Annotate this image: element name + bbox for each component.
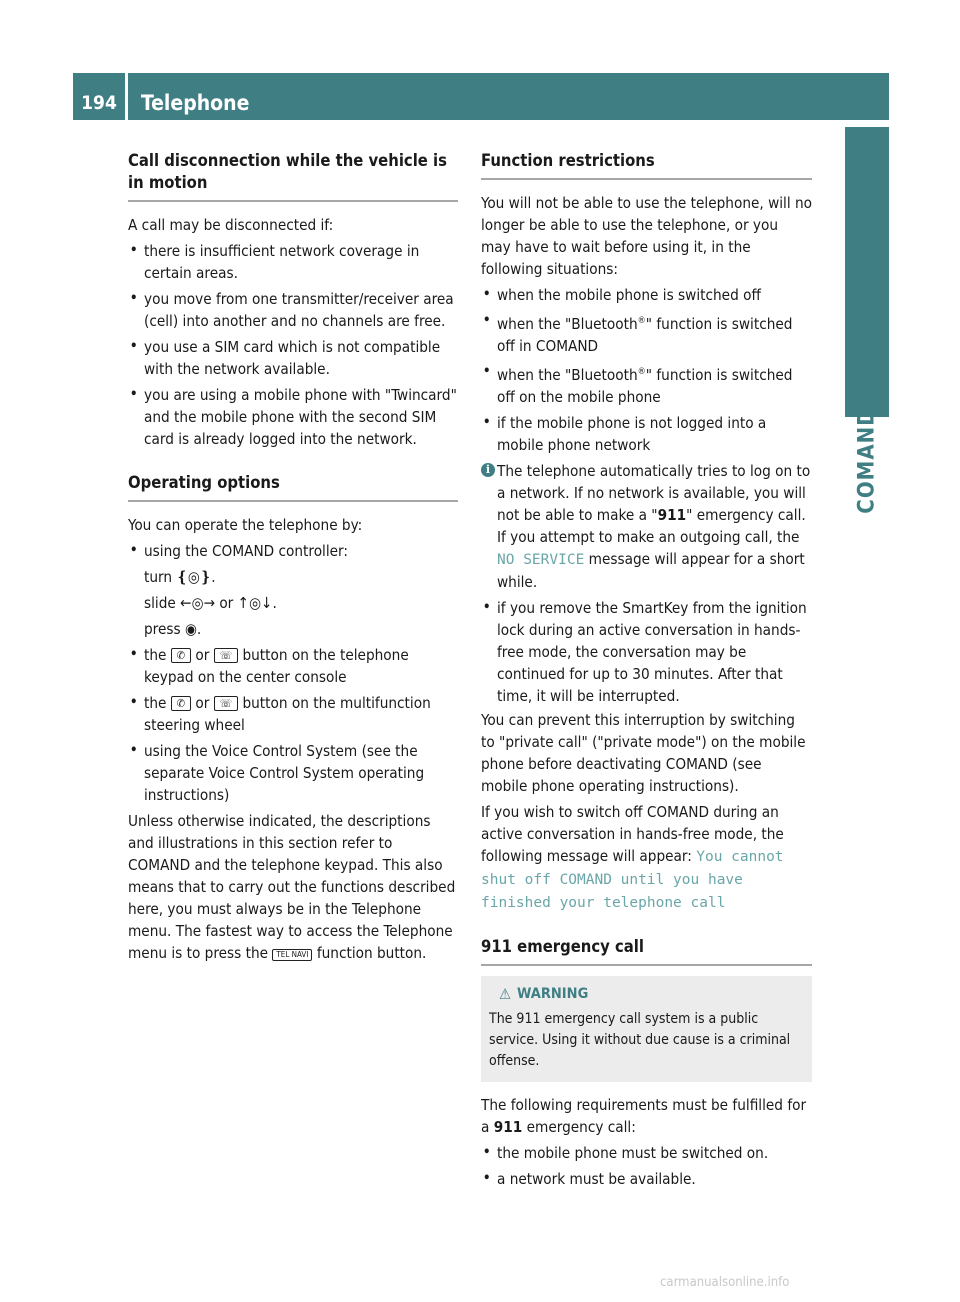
display-message: NO SERVICE (497, 552, 585, 569)
section-title-call-disconnection: Call disconnection while the vehicle is in motion (128, 150, 458, 202)
phone-hangup-icon: ☏ (214, 696, 238, 711)
warning-title: ⚠ WARNING (499, 985, 589, 1004)
controller-slide-lr-icon: ←◎→ (180, 594, 215, 612)
list-item: • the ✆ or ☏ button on the multifunction steering wheel (130, 694, 431, 734)
info-note: i The telephone automatically tries to log on to a network. If no network is available, you will not be able to make a "911" emergency call. If you attempt to make an outgoing call, the NO SERVICE message will appear for a short while. (481, 460, 812, 593)
display-message: You cannot shut off COMAND until you have finished your telephone call (481, 849, 784, 912)
paragraph: You can prevent this interruption by switching to "private call" ("private mode") on the mobile phone before deactivating COMAND (see mobile phone operating instructions). (481, 711, 806, 796)
list-item: • you use a SIM card which is not compatible with the network available. (130, 338, 441, 378)
controller-turn: turn ❴◎❵. (144, 568, 216, 586)
list-item: • using the COMAND controller: (130, 542, 349, 560)
phone-answer-icon: ✆ (171, 696, 191, 711)
list-item: • a network must be available. (483, 1170, 696, 1189)
list-item: • when the "Bluetooth®" function is switched off on the mobile phone (483, 364, 793, 407)
paragraph: If you wish to switch off COMAND during an active conversation in hands-free mode, the following message will appear: You cannot shut off COMAND until you have finished your telephone call (481, 803, 784, 912)
paragraph: Unless otherwise indicated, the descriptions and illustrations in this section refer to COMAND and the telephone keypad. This also means that to carry out the functions described here, you must always be in the Telephone menu. The fastest way to access the Telephone menu is to press the TEL NAVI function button. (128, 812, 456, 962)
page-header (73, 73, 889, 120)
phone-answer-icon: ✆ (171, 648, 191, 663)
paragraph: The following requirements must be fulfilled for a 911 emergency call: (481, 1096, 807, 1137)
list-item: • using the Voice Control System (see the separate Voice Control System operating instructions) (130, 742, 425, 804)
header-divider (125, 73, 128, 120)
phone-hangup-icon: ☏ (214, 648, 238, 663)
list-item: • you move from one transmitter/receiver area (cell) into another and no channels are free. (130, 290, 454, 330)
warning-box (481, 976, 812, 1082)
paragraph: You will not be able to use the telephone, will no longer be able to use the telephone, or you may have to wait before using it, in the following situations: (481, 194, 812, 278)
page-number: 194 (81, 92, 117, 114)
section-title-operating-options: Operating options (128, 472, 458, 502)
list-item: • when the mobile phone is switched off (483, 286, 761, 304)
list-item: • the ✆ or ☏ button on the telephone keypad on the center console (130, 646, 409, 686)
controller-press: press ◉. (144, 620, 202, 638)
list-item: • there is insufficient network coverage in certain areas. (130, 242, 420, 282)
section-title-911-emergency-call: 911 emergency call (481, 936, 812, 966)
watermark: carmanualsonline.info (660, 1275, 790, 1290)
controller-turn-icon: ❴◎❵. (176, 568, 216, 586)
header-title: Telephone (141, 91, 250, 115)
side-tab (845, 127, 889, 515)
tel-navi-button-icon: TEL NAVI (272, 949, 312, 961)
controller-press-icon: ◉. (184, 620, 202, 638)
list-item: • the mobile phone must be switched on. (483, 1144, 769, 1163)
warning-triangle-icon: ⚠ (499, 985, 512, 1004)
list-item: • if you remove the SmartKey from the ignition lock during an active conversation in hands-free mode, the conversation may be continued for up to 30 minutes. After that time, it will be interrupted. (483, 599, 807, 706)
info-icon: i (481, 463, 495, 477)
list-item: • when the "Bluetooth®" function is switched off in COMAND (483, 313, 793, 356)
controller-slide: slide ←◎→ or ↑◎↓. (144, 594, 277, 612)
list-item: • if the mobile phone is not logged into a mobile phone network (483, 414, 767, 455)
paragraph: You can operate the telephone by: (128, 516, 363, 534)
section-title-function-restrictions: Function restrictions (481, 150, 812, 180)
right-column (481, 150, 812, 1190)
list-item: • you are using a mobile phone with "Twincard" and the mobile phone with the second SIM card is already logged into the network. (130, 386, 457, 448)
side-tab-label: COMAND (854, 408, 880, 515)
controller-slide-ud-icon: ↑◎↓. (237, 594, 277, 612)
paragraph: A call may be disconnected if: (128, 216, 334, 234)
warning-text: The 911 emergency call system is a public service. Using it without due cause is a criminal offense. (489, 1011, 791, 1070)
left-column (128, 150, 458, 964)
